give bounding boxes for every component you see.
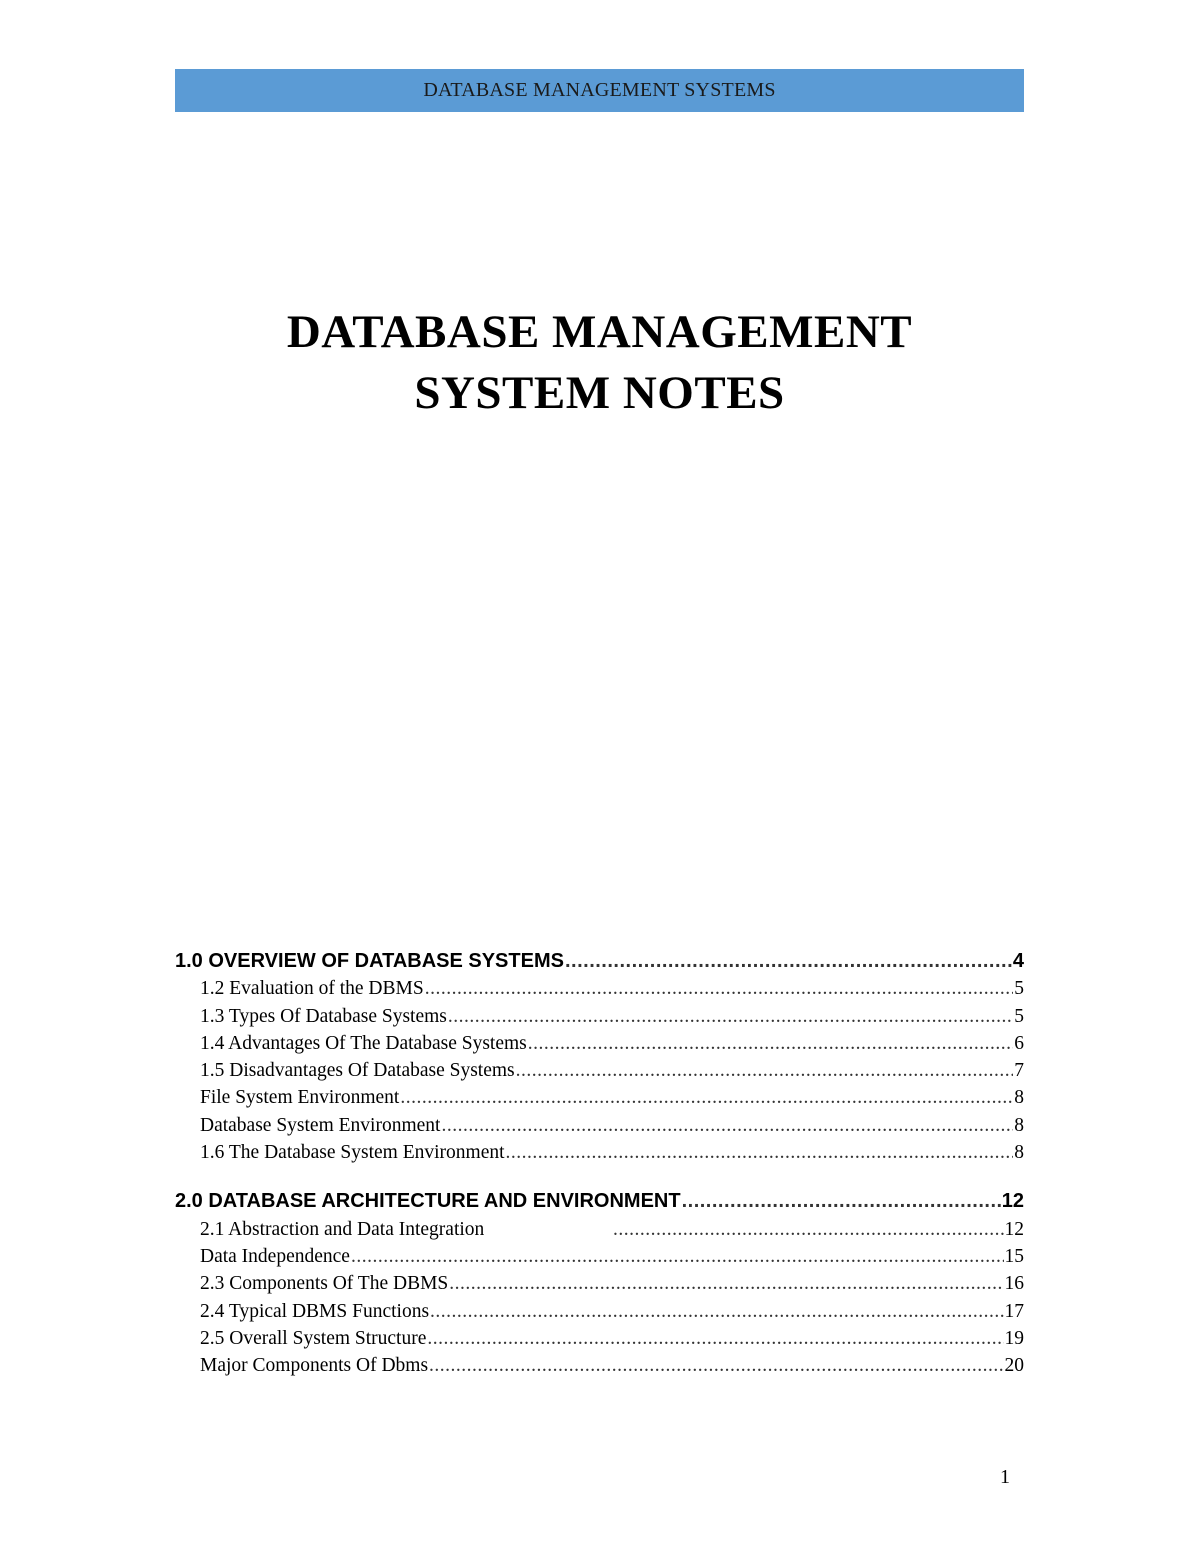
- toc-entry-label: Database System Environment: [200, 1114, 441, 1136]
- toc-entry-page: 5: [1014, 1005, 1024, 1027]
- dot-leader: [565, 948, 1012, 975]
- toc-section-1: [175, 948, 1024, 1166]
- dot-leader: [516, 1057, 1014, 1084]
- toc-entry-label: File System Environment: [200, 1087, 400, 1109]
- toc-entry-label: Data Independence: [200, 1245, 350, 1267]
- dot-leader: [449, 1270, 1003, 1297]
- toc-entry[interactable]: [175, 1003, 1024, 1030]
- dot-leader: [506, 1139, 1014, 1166]
- toc-entry-label: Major Components Of Dbms: [200, 1355, 429, 1377]
- running-header-text: DATABASE MANAGEMENT SYSTEMS: [423, 79, 776, 101]
- dot-leader: [528, 1030, 1014, 1057]
- toc-heading[interactable]: [175, 948, 1024, 975]
- toc-entry-page: 16: [1004, 1273, 1024, 1295]
- toc-entry-page: 17: [1004, 1300, 1024, 1322]
- toc-entry-page: 8: [1014, 1087, 1024, 1109]
- toc-entry[interactable]: [175, 1216, 1024, 1243]
- toc-entry-page: 8: [1014, 1114, 1024, 1136]
- toc-entry[interactable]: [175, 975, 1024, 1002]
- dot-leader: [427, 1325, 1003, 1352]
- toc-entry[interactable]: [175, 1298, 1024, 1325]
- toc-entry-label: 2.5 Overall System Structure: [200, 1327, 427, 1349]
- document-title-line-2: SYSTEM NOTES: [414, 367, 785, 419]
- toc-entry[interactable]: [175, 1139, 1024, 1166]
- dot-leader: [613, 1216, 1004, 1243]
- dot-leader: [430, 1298, 1003, 1325]
- toc-entry-label: 1.5 Disadvantages Of Database Systems: [200, 1060, 515, 1082]
- running-header: [175, 69, 1024, 112]
- dot-leader: [441, 1112, 1013, 1139]
- toc-entry[interactable]: [175, 1112, 1024, 1139]
- dot-leader: [400, 1084, 1013, 1111]
- toc-entry-label: 2.3 Components Of The DBMS: [200, 1273, 449, 1295]
- toc-entry-label: 2.1 Abstraction and Data Integration: [200, 1218, 485, 1240]
- dot-leader: [425, 975, 1014, 1002]
- toc-entry-page: 7: [1014, 1060, 1024, 1082]
- toc-entry-page: 12: [1004, 1218, 1024, 1240]
- toc-heading[interactable]: [175, 1188, 1024, 1215]
- toc-entry[interactable]: [175, 1057, 1024, 1084]
- toc-entry-page: 5: [1014, 978, 1024, 1000]
- dot-leader: [351, 1243, 1004, 1270]
- toc-entry[interactable]: [175, 1325, 1024, 1352]
- page-number: 1: [1000, 1466, 1010, 1488]
- table-of-contents: [175, 948, 1024, 1379]
- toc-entry-label: 1.3 Types Of Database Systems: [200, 1005, 447, 1027]
- document-title: [175, 302, 1024, 424]
- dot-leader: [682, 1188, 1001, 1215]
- document-title-line-1: DATABASE MANAGEMENT: [286, 306, 913, 358]
- toc-entry-label: 1.6 The Database System Environment: [200, 1142, 505, 1164]
- toc-entry-label: 2.4 Typical DBMS Functions: [200, 1300, 430, 1322]
- toc-entry[interactable]: [175, 1270, 1024, 1297]
- dot-leader: [448, 1003, 1013, 1030]
- toc-heading-page: 4: [1012, 950, 1024, 972]
- toc-entry[interactable]: [175, 1084, 1024, 1111]
- toc-heading-label: 2.0 DATABASE ARCHITECTURE AND ENVIRONMENT: [175, 1190, 681, 1213]
- toc-entry[interactable]: [175, 1352, 1024, 1379]
- toc-entry-page: 19: [1004, 1327, 1024, 1349]
- toc-entry-label: 1.2 Evaluation of the DBMS: [200, 978, 424, 1000]
- dot-leader: [429, 1352, 1003, 1379]
- toc-entry[interactable]: [175, 1030, 1024, 1057]
- toc-entry-label: 1.4 Advantages Of The Database Systems: [200, 1032, 527, 1054]
- toc-entry[interactable]: [175, 1243, 1024, 1270]
- toc-heading-label: 1.0 OVERVIEW OF DATABASE SYSTEMS: [175, 950, 564, 972]
- toc-heading-page: 12: [1001, 1190, 1024, 1213]
- toc-entry-page: 6: [1014, 1032, 1024, 1054]
- toc-entry-page: 15: [1004, 1245, 1024, 1267]
- toc-section-2: [175, 1188, 1024, 1379]
- toc-entry-page: 8: [1014, 1142, 1024, 1164]
- toc-entry-page: 20: [1004, 1355, 1024, 1377]
